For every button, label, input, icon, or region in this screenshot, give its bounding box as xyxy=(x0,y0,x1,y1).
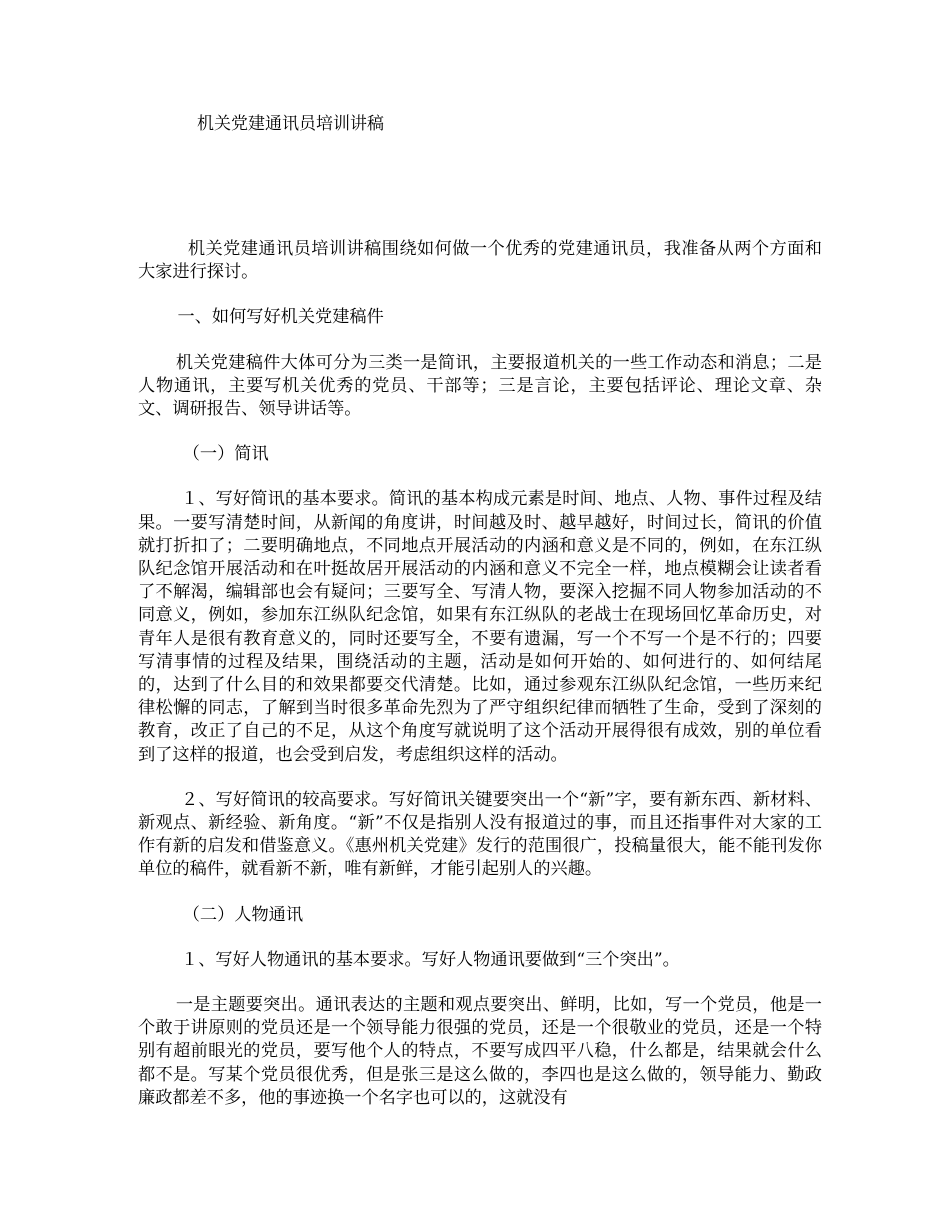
profile-basic-requirements-paragraph: １、写好人物通讯的基本要求。写好人物通讯要做到“三个突出”。 xyxy=(181,949,680,970)
profile-theme-paragraph: 一是主题要突出。通讯表达的主题和观点要突出、鲜明，比如，写一个党员，他是一个敢于讲原则的党员还是一个领导能力很强的党员，还是一个很敬业的党员，还是一个特别有超前眼光的党员，要写他个人的特点，不要写成四平八稳，什么都是，结果就会什么都不是。写某个党员很优秀，但是张三是这么做的，李四也是这么做的，领导能力、勤政廉政都差不多，他的事迹换一个名字也可以的，这就没有 xyxy=(138,995,822,1108)
subsection-heading-profile: （二）人物通讯 xyxy=(182,904,304,925)
subsection-heading-news: （一）简讯 xyxy=(182,444,269,465)
document-title: 机关党建通讯员培训讲稿 xyxy=(197,114,384,134)
section-1-paragraph: 机关党建稿件大体可分为三类一是简讯，主要报道机关的一些工作动态和消息；二是人物通讯，主要写机关优秀的党员、干部等；三是言论，主要包括评论、理论文章、杂文、调研报告、领导讲话等。 xyxy=(138,352,822,420)
news-basic-requirements-paragraph: １、写好简讯的基本要求。简讯的基本构成元素是时间、地点、人物、事件过程及结果。一要写清楚时间，从新闻的角度讲，时间越及时、越早越好，时间过长，简讯的价值就打折扣了；二要明确地点，不同地点开展活动的内涵和意义是不同的，例如，在东江纵队纪念馆开展活动和在叶挺故居开展活动的内涵和意义不完全一样，地点模糊会让读者看了不解渴，编辑部也会有疑问；三要写全、写清人物，要深入挖掘不同人物参加活动的不同意义，例如，参加东江纵队纪念馆，如果有东江纵队的老战士在现场回忆革命历史，对青年人是很有教育意义的，同时还要写全，不要有遗漏，写一个不写一个是不行的；四要写清事情的过程及结果，围绕活动的主题，活动是如何开始的、如何进行的、如何结尾的，达到了什么目的和效果都要交代清楚。比如，通过参观东江纵队纪念馆，一些历来纪律松懈的同志，了解到当时很多革命先烈为了严守组织纪律而牺牲了生命，受到了深刻的教育，改正了自己的不足，从这个角度写就说明了这个活动开展得很有成效，别的单位看到了这样的报道，也会受到启发，考虑组织这样的活动。 xyxy=(138,489,822,765)
intro-paragraph: 机关党建通讯员培训讲稿围绕如何做一个优秀的党建通讯员，我准备从两个方面和大家进行探讨。 xyxy=(138,239,822,283)
section-heading-1: 一、如何写好机关党建稿件 xyxy=(177,307,384,328)
news-higher-requirements-paragraph: ２、写好简讯的较高要求。写好简讯关键要突出一个“新”字，要有新东西、新材料、新观点、新经验、新角度。“新”不仅是指别人没有报道过的事，而且还指事件对大家的工作有新的启发和借鉴意义。《惠州机关党建》发行的范围很广，投稿量很大，能不能刊发你单位的稿件，就看新不新，唯有新鲜，才能引起别人的兴趣。 xyxy=(138,789,822,880)
document-body xyxy=(138,238,822,1132)
